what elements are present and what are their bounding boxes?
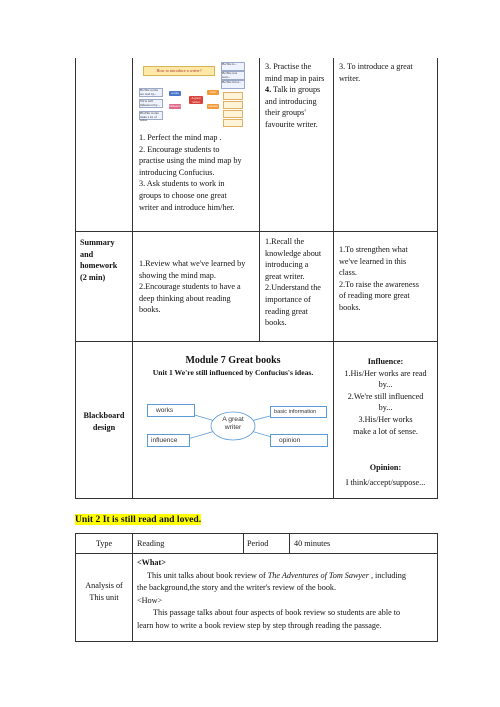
influence-line: by... <box>378 380 393 390</box>
mindmap-right-note: He/She was born... <box>221 71 245 80</box>
summary-student-line: reading great <box>265 306 308 316</box>
table2-top-border <box>75 533 438 534</box>
student-activity-line: their groups' <box>265 108 306 118</box>
mindmap-detail-note <box>223 101 243 109</box>
mindmap-image <box>139 60 257 130</box>
unit2-heading <box>75 513 201 526</box>
summary-purpose-line: we've learned in this <box>339 256 407 266</box>
diagram-node-label: basic information <box>274 409 317 415</box>
what-text: , including <box>368 570 406 580</box>
blackboard-label-line: design <box>92 422 116 432</box>
step-number: 4. <box>265 85 272 95</box>
blackboard-label-line: Blackboard <box>83 411 125 420</box>
table2-col-divider-1 <box>132 533 133 642</box>
table2-right-border <box>437 533 438 642</box>
student-activity-line <box>265 84 333 96</box>
summary-student-line: introducing a <box>265 260 309 270</box>
opinion-line: I think/accept/suppose... <box>345 477 426 487</box>
summary-label-line: (2 min) <box>80 272 106 282</box>
mindmap-node-center: A great writer <box>189 96 203 104</box>
table1-col-divider-2 <box>259 58 260 341</box>
diagram-node-influence <box>147 434 190 447</box>
teacher-activity-line: 3. Ask students to work in <box>139 179 225 189</box>
mindmap-left-note: We're still influenced by... <box>139 99 163 108</box>
mindmap-detail-note <box>223 110 243 118</box>
summary-student-line: 2.Understand the <box>265 283 321 293</box>
summary-purpose-text <box>339 244 437 314</box>
teacher-activity-line: writer and introduce him/her. <box>139 202 235 212</box>
purpose-line: 3. To introduce a great <box>339 62 413 71</box>
summary-teacher-line: 2.Encourage students to have a <box>139 282 241 292</box>
teacher-activity-line: practise using the mind map by <box>139 156 242 166</box>
blackboard-title: Module 7 Great books <box>185 355 281 366</box>
student-activity-line: favourite writer. <box>265 119 318 129</box>
row-divider-2 <box>75 341 438 342</box>
diagram-node-label: opinion <box>279 437 301 444</box>
what-paragraph-line: the background,the story and the writer's review of the book. <box>137 583 337 592</box>
influence-line: by... <box>378 403 393 413</box>
mindmap-left-note: He/She works are read by... <box>139 88 163 97</box>
summary-label <box>80 237 130 283</box>
analysis-content <box>137 557 435 632</box>
type-value: Reading <box>137 539 165 548</box>
summary-label-line: homework <box>80 261 118 271</box>
book-title: The Adventures of Tom Sawyer <box>267 570 369 580</box>
summary-teacher-line: deep thinking about reading <box>139 293 231 303</box>
diagram-node-label: influence <box>151 437 178 444</box>
influence-heading: Influence: <box>367 357 404 366</box>
table2-row-divider <box>75 553 438 554</box>
blackboard-opinion-block <box>334 462 437 488</box>
diagram-node-label: works <box>156 407 174 414</box>
analysis-label-line: This unit <box>89 592 119 602</box>
purpose-list <box>339 61 437 84</box>
table2-col-divider-2 <box>243 533 244 554</box>
student-activity-line: mind map in pairs <box>265 73 325 83</box>
summary-purpose-line: class. <box>339 268 357 278</box>
summary-label-line: Summary <box>80 238 115 247</box>
type-label: Type <box>95 539 113 548</box>
mindmap-title: How to introduce a writer? <box>143 66 215 76</box>
influence-line: 3.His/Her works <box>358 414 413 424</box>
mindmap-node-influence: influence <box>169 104 181 108</box>
summary-purpose-line: books. <box>339 302 361 312</box>
summary-student-line: great writer. <box>265 271 305 281</box>
mindmap-detail-note <box>223 119 243 127</box>
unit2-heading-text: Unit 2 It is still read and loved. <box>75 514 202 525</box>
mindmap-node-works: works <box>169 91 181 96</box>
teacher-activity-line: groups to choose one great <box>139 190 227 200</box>
how-tag: <How> <box>137 595 163 605</box>
table2-col-divider-3 <box>289 533 290 554</box>
opinion-heading: Opinion: <box>369 463 402 472</box>
mindmap-right-note: He/She is... <box>221 62 245 71</box>
what-tag: <What> <box>137 558 166 567</box>
table1-right-border <box>437 58 438 499</box>
summary-teacher-line: showing the mind map. <box>139 270 216 280</box>
what-text: This unit talks about book review of <box>147 570 268 580</box>
mindmap-node-opinion: opinion <box>208 104 218 108</box>
mindmap-detail-note <box>223 92 243 100</box>
influence-line: make a lot of sense. <box>353 426 418 436</box>
summary-teacher-line: 1.Review what we've learned by <box>139 259 246 268</box>
summary-label-line: and <box>80 249 94 259</box>
analysis-label <box>76 580 132 603</box>
blackboard-subtitle: Unit 1 We're still influenced by Confucius's ideas. <box>152 368 314 377</box>
period-value: 40 minutes <box>294 539 331 548</box>
student-activity-line: 3. Practise the <box>265 62 312 71</box>
period-label: Period <box>247 539 269 548</box>
summary-student-line: books. <box>265 318 287 328</box>
diagram-node-opinion <box>270 434 328 447</box>
blackboard-influence-block <box>334 356 437 437</box>
teacher-activity-line: 2. Encourage students to <box>139 144 220 154</box>
summary-student-line: 1.Recall the <box>265 237 305 246</box>
table1-bottom-border <box>75 498 438 499</box>
teacher-activity-list <box>139 132 259 213</box>
student-activity-list <box>265 61 333 131</box>
summary-teacher-text <box>139 258 259 316</box>
summary-student-text <box>265 236 333 329</box>
student-activity-line: and introducing <box>265 96 317 106</box>
summary-purpose-line: of reading more great <box>339 291 410 301</box>
teacher-activity-line: introducing Confucius. <box>139 167 215 177</box>
summary-purpose-line: 1.To strengthen what <box>339 245 408 254</box>
analysis-label-line: Analysis of <box>85 581 123 590</box>
table2-bottom-border <box>75 641 438 642</box>
teacher-activity-line: 1. Perfect the mind map . <box>139 133 222 142</box>
diagram-node-works <box>147 404 195 417</box>
summary-student-line: knowledge about <box>265 248 322 258</box>
purpose-line: writer. <box>339 73 361 83</box>
what-paragraph-line <box>137 570 435 583</box>
mindmap-left-note: His/Her works make a lot of sense. <box>139 111 163 120</box>
summary-teacher-line: books. <box>139 305 161 315</box>
mindmap-node-basic-info: basic info <box>207 90 219 95</box>
summary-student-line: importance of <box>265 294 311 304</box>
summary-purpose-line: 2.To raise the awareness <box>339 279 419 289</box>
blackboard-label <box>76 410 132 433</box>
diagram-node-basic-info <box>270 406 327 418</box>
how-paragraph-line: learn how to write a book review step by step through reading the passage. <box>137 620 382 630</box>
how-paragraph-line: This passage talks about four aspects of book review so students are able to <box>153 608 401 617</box>
influence-line: 1.His/Her works are read <box>344 368 427 378</box>
mindmap-right-note: He/She lived... <box>221 80 245 89</box>
influence-line: 2.We're still influenced <box>347 391 424 401</box>
row-divider-1 <box>75 231 438 232</box>
diagram-center-node: A great writer <box>222 416 244 431</box>
student-activity-text: Talk in groups <box>273 85 321 95</box>
